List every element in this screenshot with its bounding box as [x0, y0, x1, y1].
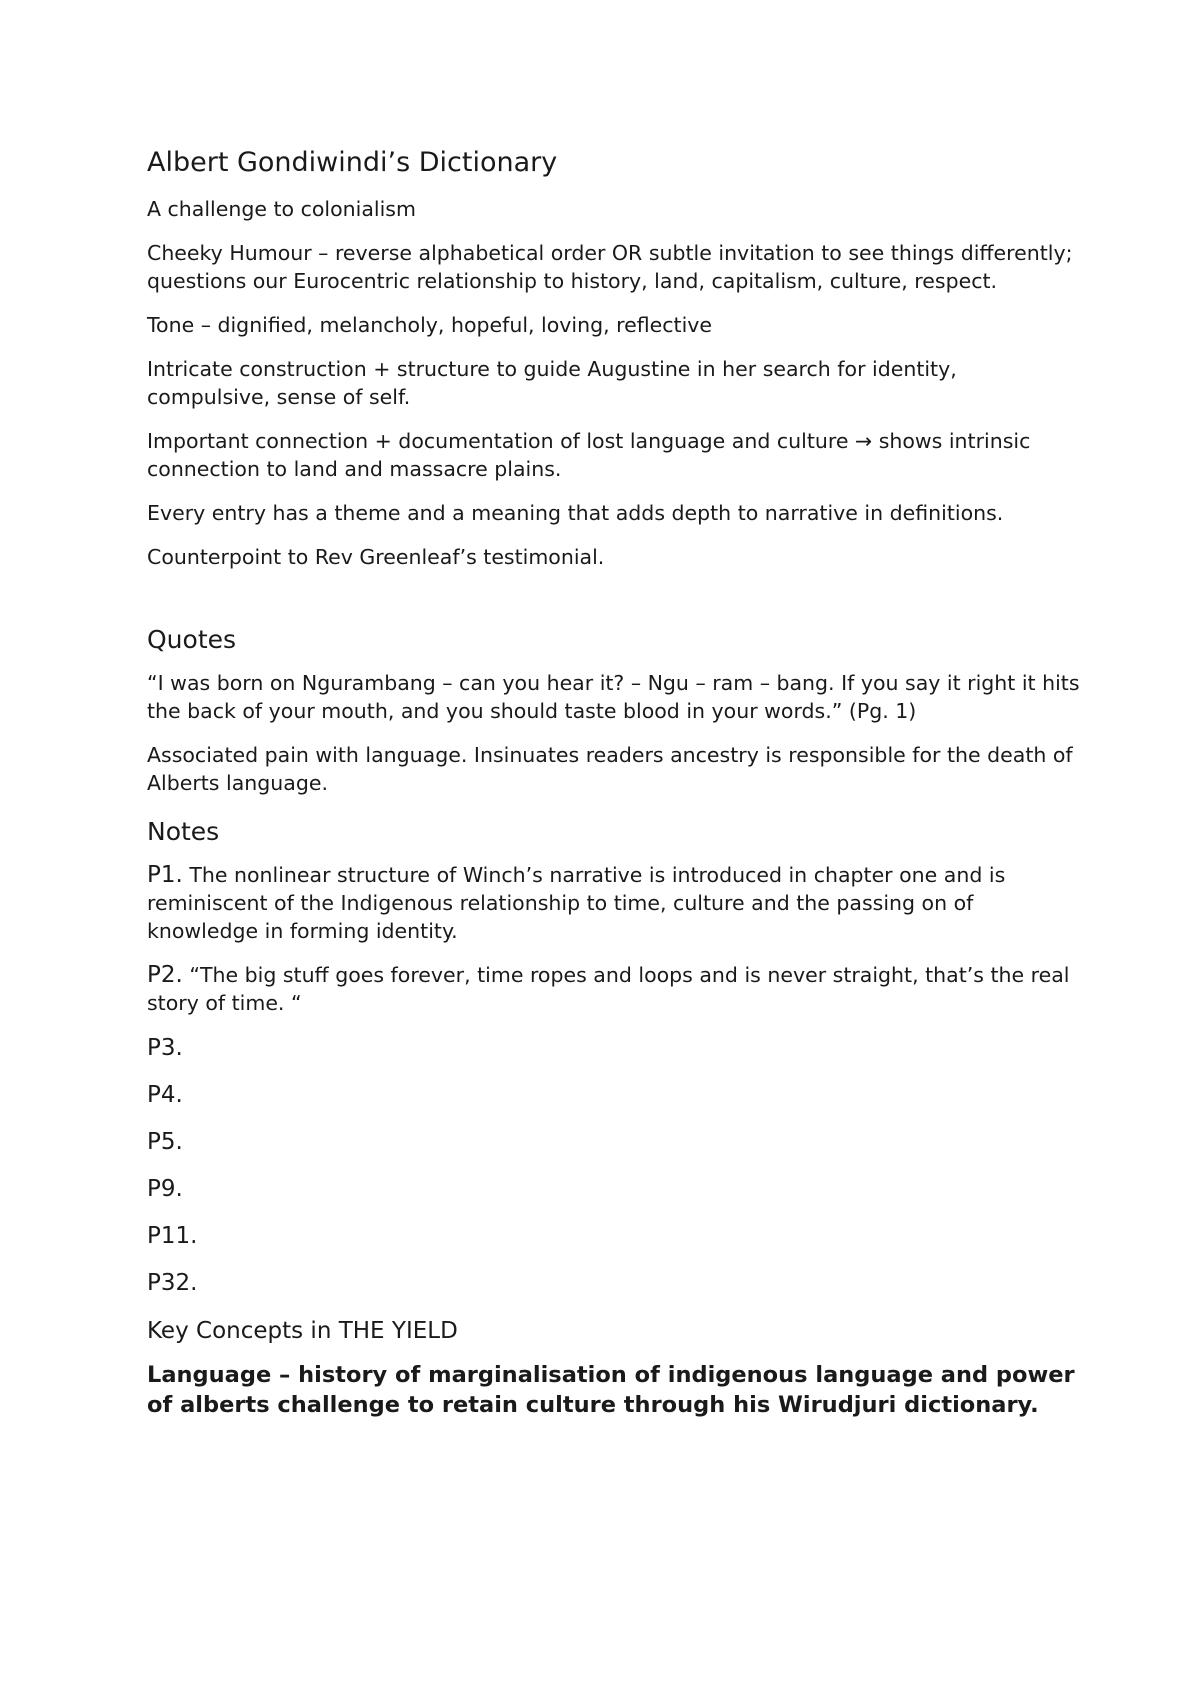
document-page	[147, 140, 1082, 1420]
note-p2	[147, 961, 1082, 1017]
note-text: “The big stuff goes forever, time ropes and loops and is never straight, that’s the real story of time. “	[147, 963, 1070, 1015]
intro-line: Tone – dignified, melancholy, hopeful, loving, reflective	[147, 313, 713, 337]
key-concepts-heading: Key Concepts in THE YIELD	[147, 1318, 458, 1344]
note-page-label: P2.	[147, 962, 183, 988]
quotes-heading: Quotes	[147, 625, 237, 654]
note-page-label: P4.	[147, 1082, 183, 1108]
note-page-label: P11.	[147, 1223, 198, 1249]
note-text: The nonlinear structure of Winch’s narrative is introduced in chapter one and is reminiscent of the Indigenous relationship to time, culture and the passing on of knowledge in forming identity.	[147, 863, 1006, 943]
connection-text-after: shows intrinsic connection to land and massacre plains.	[147, 429, 1031, 481]
note-page-label: P32.	[147, 1270, 198, 1296]
note-page-label: P3.	[147, 1035, 183, 1061]
note-page-label: P5.	[147, 1129, 183, 1155]
quote-text: “I was born on Ngurambang – can you hear it? – Ngu – ram – bang. If you say it right it hits the back of your mouth, and you should taste blood in your words.” (Pg. 1)	[147, 671, 1080, 723]
note-page-label: P9.	[147, 1176, 183, 1202]
connection-text-before: Important connection + documentation of lost language and culture	[147, 429, 855, 453]
intro-line: Counterpoint to Rev Greenleaf’s testimonial.	[147, 545, 605, 569]
quote-analysis: Associated pain with language. Insinuates readers ancestry is responsible for the death of Alberts language.	[147, 743, 1073, 795]
document-title: Albert Gondiwindi’s Dictionary	[147, 147, 558, 178]
intro-line: A challenge to colonialism	[147, 197, 416, 221]
key-concept-language: Language – history of marginalisation of indigenous language and power of alberts challenge to retain culture through his Wirudjuri dictionary.	[147, 1362, 1075, 1418]
intro-line: Cheeky Humour – reverse alphabetical order OR subtle invitation to see things differently; questions our Eurocentric relationship to history, land, capitalism, culture, respect.	[147, 241, 1073, 293]
note-page-label: P1.	[147, 862, 183, 888]
note-p1	[147, 861, 1082, 945]
notes-heading: Notes	[147, 817, 220, 846]
arrow-right-icon: →	[854, 429, 873, 453]
connection-line	[147, 427, 1082, 483]
intro-line: Intricate construction + structure to guide Augustine in her search for identity, compulsive, sense of self.	[147, 357, 957, 409]
intro-line: Every entry has a theme and a meaning that adds depth to narrative in definitions.	[147, 501, 1004, 525]
